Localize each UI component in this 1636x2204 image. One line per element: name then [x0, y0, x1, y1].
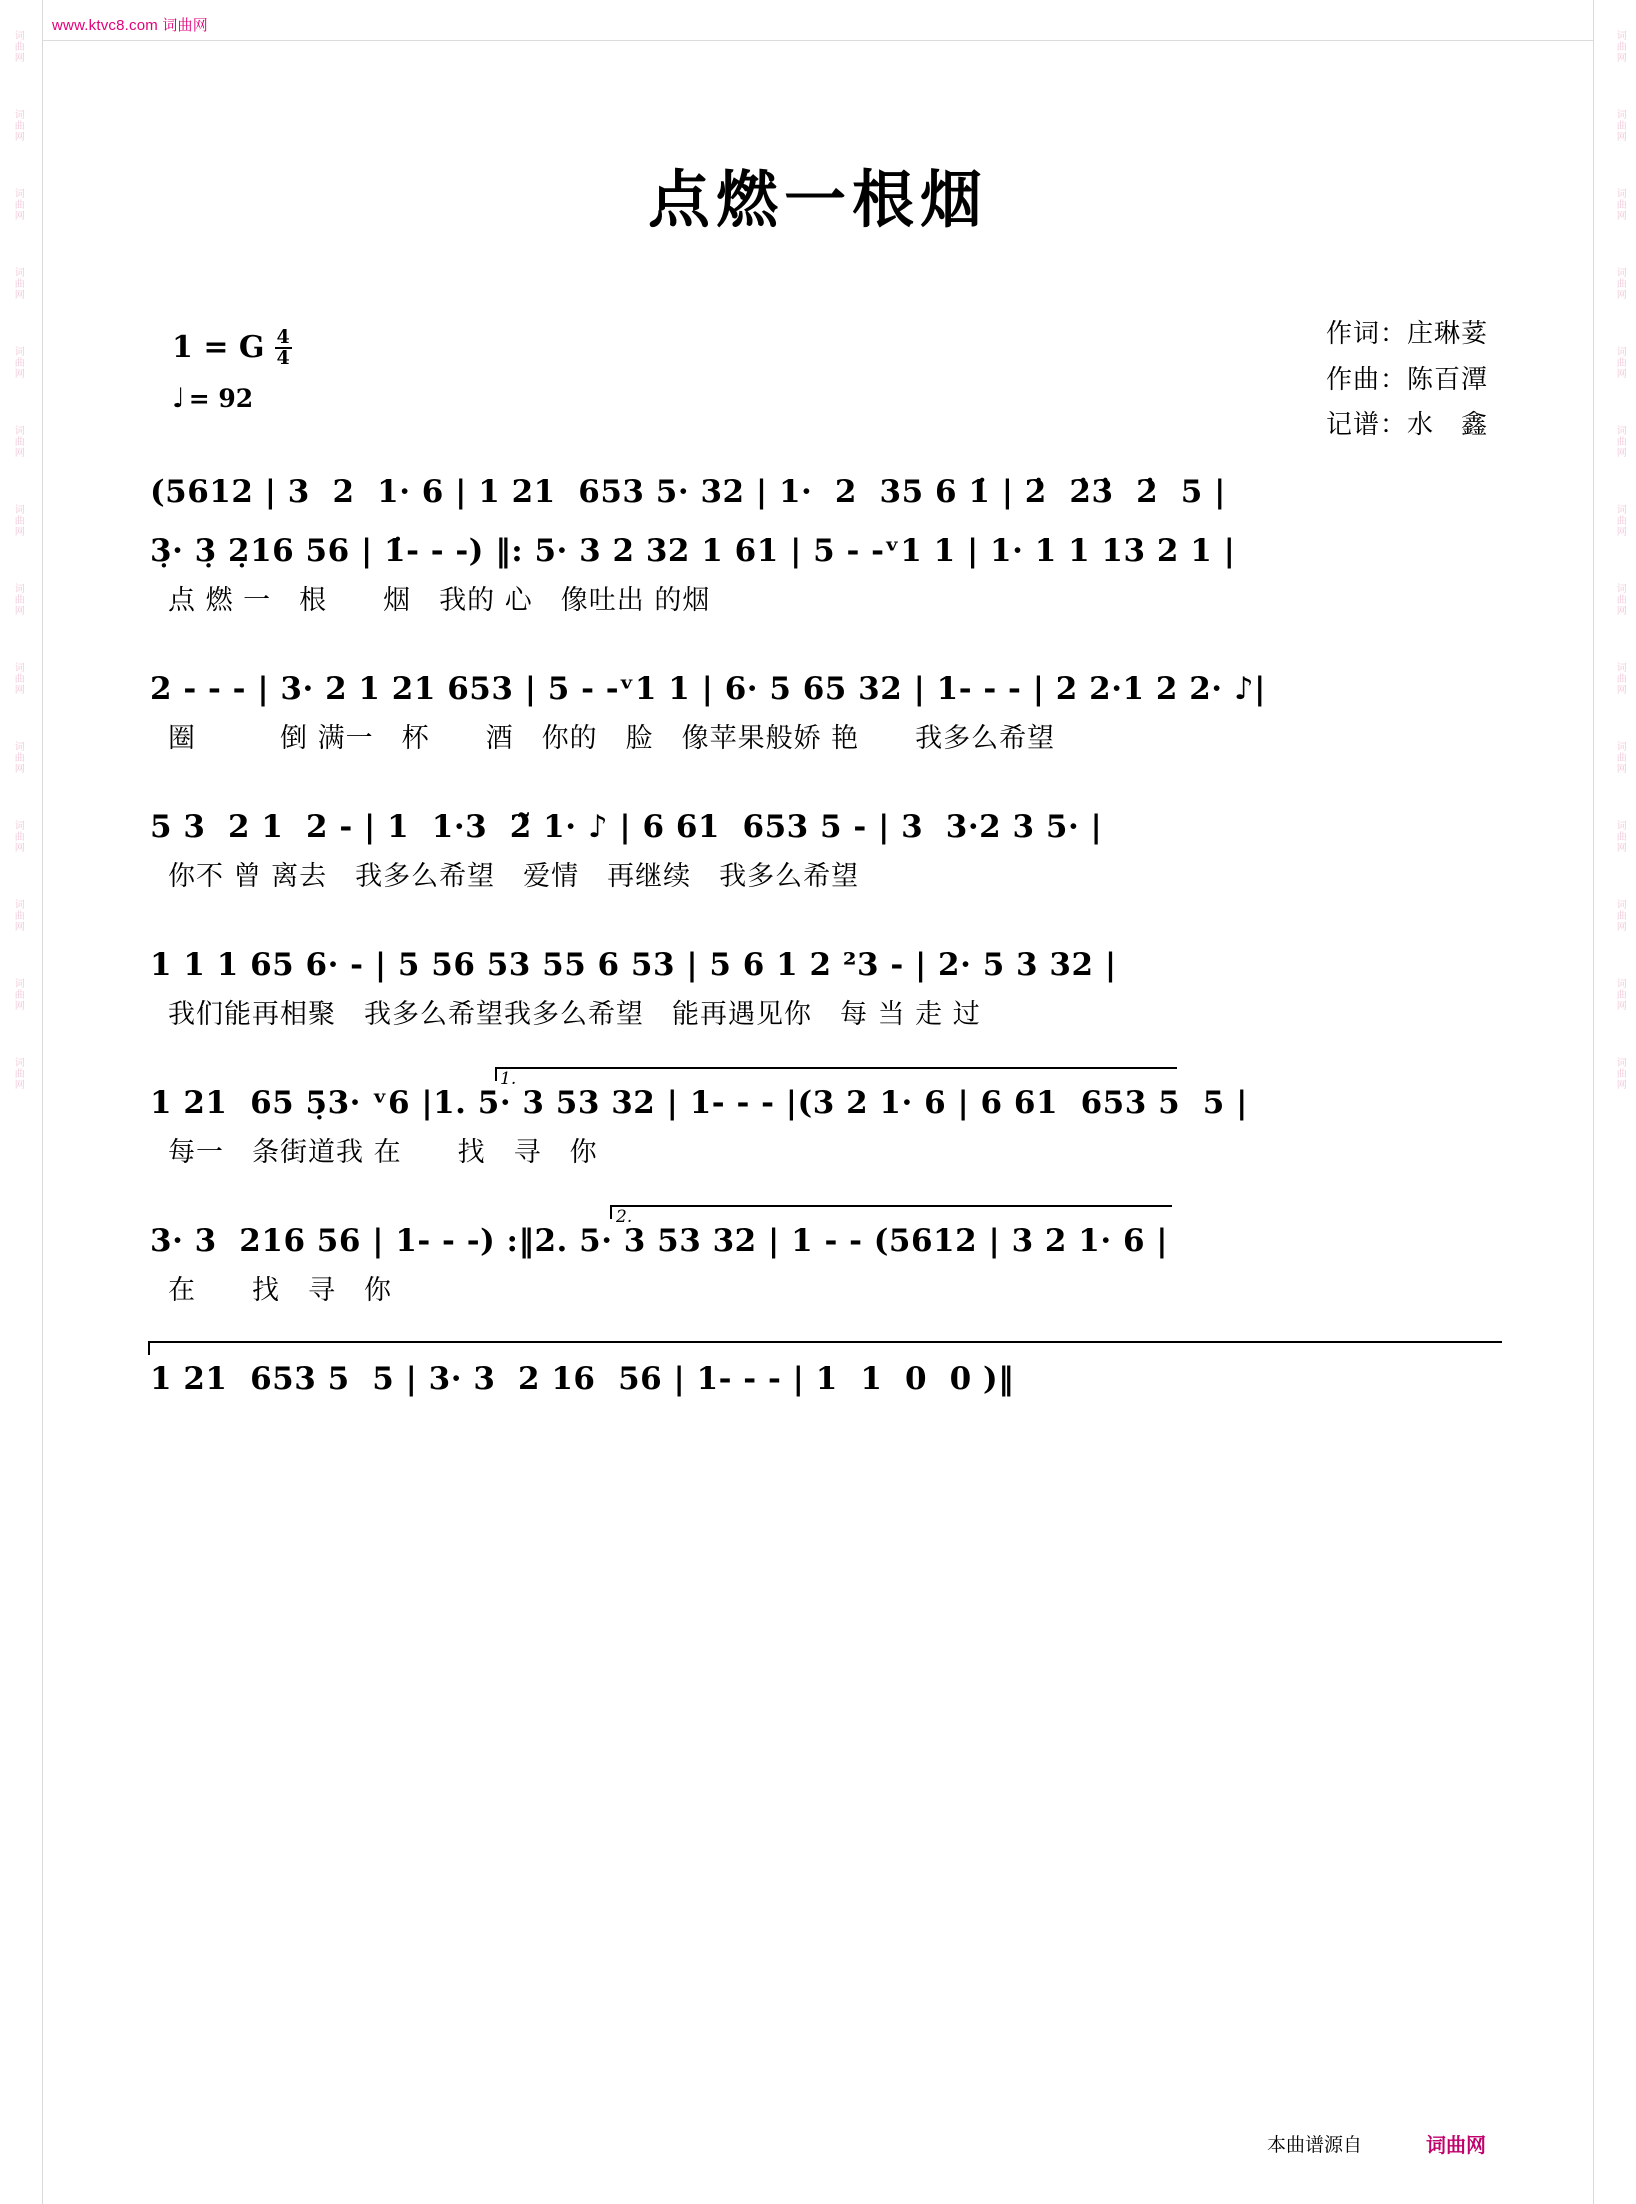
footer-source-label: 本曲谱源自 [1266, 2134, 1362, 2156]
first-ending-bracket [495, 1067, 1177, 1081]
notation-line: (5612 | 3 2 1· 6 | 1 21 653 5· 32 | 1· 2 35 6 1̇ | 2̇ 2̇3̇ 2̇ 5 | [150, 474, 1226, 510]
quarter-note-icon: ♩ [172, 383, 185, 414]
watermark-text: 词曲网 [12, 1057, 24, 1090]
page-border-left [42, 0, 43, 2204]
time-signature-denominator: 4 [276, 347, 290, 369]
watermark-text: 词曲网 [1614, 267, 1626, 300]
notation-line: 3̣· 3̣ 2̣16 56 | 1̇- - -) ‖: 5· 3 2 32 1 61 | 5 - -ᵛ1 1 | 1· 1 1 13 2 1 | [150, 532, 1236, 569]
watermark-text: 词曲网 [1614, 188, 1626, 221]
watermark-text: 词曲网 [1614, 30, 1626, 63]
first-ending-label: 1. [500, 1068, 517, 1089]
notation-line: 1 1 1 65 6· - | 5 56 53 55 6 53 | 5 6 1 2 ²3 - | 2· 5 3 32 | [150, 946, 1117, 983]
watermark-text: 词曲网 [1614, 425, 1626, 458]
credit-lyricist: 作词：庄琳荽 [1325, 319, 1488, 349]
footer [1267, 2129, 1486, 2158]
notation-line: 3· 3 216 56 | 1- - -) :‖2. 5· 3 53 32 | 1 - - (5612 | 3 2 1· 6 | [150, 1222, 1169, 1259]
watermark-column-right [1602, 0, 1636, 2204]
system-spacer [150, 907, 1506, 943]
key-signature: 1 = G [172, 330, 265, 365]
music-system [150, 1357, 1506, 1402]
page-title: 点燃一根烟 [647, 163, 988, 236]
music-system [150, 1068, 1506, 1169]
system-spacer [150, 769, 1506, 805]
credit-composer: 作曲：陈百潭 [1325, 364, 1488, 395]
credits [1326, 312, 1488, 449]
watermark-text: 词曲网 [12, 899, 24, 932]
music-system [150, 805, 1506, 893]
music-system [150, 943, 1506, 1031]
lyrics-line: 圈 倒 满一 杯 酒 你的 脸 像苹果般娇 艳 我多么希望 [168, 722, 1056, 754]
watermark-text: 词曲网 [1614, 346, 1626, 379]
lyrics-line: 每一 条街道我 在 找 寻 你 [168, 1136, 598, 1168]
footer-brand: 词曲网 [1426, 2133, 1486, 2157]
watermark-column-left [0, 0, 34, 2204]
watermark-text: 词曲网 [1614, 109, 1626, 142]
lyrics-line: 在 找 寻 你 [168, 1274, 392, 1306]
music-system [150, 470, 1506, 515]
watermark-text: 词曲网 [12, 662, 24, 695]
credit-transcriber: 记谱：水 鑫 [1325, 410, 1488, 440]
notation-line: 5 3 2 1 2 - | 1 1·3 2̃ 1· ♪ | 6 61 653 5 - | 3 3·2 3 5· | [150, 808, 1103, 845]
watermark-text: 词曲网 [12, 267, 24, 300]
watermark-text: 词曲网 [1614, 978, 1626, 1011]
notation-line: 2 - - - | 3· 2 1 21 653 | 5 - -ᵛ1 1 | 6· 5 65 32 | 1- - - | 2 2·1 2 2· ♪| [150, 670, 1266, 707]
tempo-value: = 92 [188, 384, 254, 413]
watermark-text: 词曲网 [12, 504, 24, 537]
site-url-text: www.ktvc8.com [52, 17, 158, 34]
watermark-text: 词曲网 [12, 741, 24, 774]
watermark-text: 词曲网 [1614, 662, 1626, 695]
watermark-text: 词曲网 [12, 583, 24, 616]
header-divider [42, 40, 1594, 41]
music-system [150, 667, 1506, 755]
watermark-text: 词曲网 [1614, 504, 1626, 537]
watermark-text: 词曲网 [1614, 820, 1626, 853]
system-spacer [150, 631, 1506, 667]
score-settings [172, 326, 292, 414]
second-ending-bracket [610, 1205, 1172, 1219]
coda-bracket [148, 1341, 1502, 1355]
watermark-text: 词曲网 [12, 188, 24, 221]
second-ending-label: 2. [616, 1206, 633, 1227]
watermark-text: 词曲网 [1614, 583, 1626, 616]
time-signature [275, 328, 292, 368]
notation-line: 1 21 653 5 5 | 3· 3 2 16 56 | 1- - - | 1 1 0 0 )‖ [150, 1360, 1015, 1397]
music-body [150, 470, 1506, 1416]
notation-line: 1 21 65 5̣3· ᵛ6 |1. 5· 3 53 32 | 1- - - |(3 2 1· 6 | 6 61 653 5 5 | [150, 1084, 1248, 1121]
watermark-text: 词曲网 [12, 820, 24, 853]
watermark-text: 词曲网 [12, 978, 24, 1011]
music-system [150, 529, 1506, 617]
key-signature-line [172, 326, 292, 370]
site-name: 词曲网 [162, 17, 208, 34]
lyrics-line: 点 燃 一 根 烟 我的 心 像吐出 的烟 [168, 584, 711, 616]
watermark-text: 词曲网 [1614, 1057, 1626, 1090]
music-system [150, 1206, 1506, 1307]
lyrics-line: 我们能再相聚 我多么希望我多么希望 能再遇见你 每 当 走 过 [168, 998, 981, 1030]
time-signature-numerator: 4 [276, 326, 290, 348]
page-border-right [1593, 0, 1594, 2204]
watermark-text: 词曲网 [12, 30, 24, 63]
watermark-text: 词曲网 [12, 109, 24, 142]
watermark-text: 词曲网 [1614, 741, 1626, 774]
lyrics-line: 你不 曾 离去 我多么希望 爱情 再继续 我多么希望 [168, 860, 860, 892]
tempo-line [172, 384, 292, 413]
watermark-text: 词曲网 [1614, 899, 1626, 932]
site-url[interactable] [52, 14, 208, 35]
watermark-text: 词曲网 [12, 425, 24, 458]
watermark-text: 词曲网 [12, 346, 24, 379]
